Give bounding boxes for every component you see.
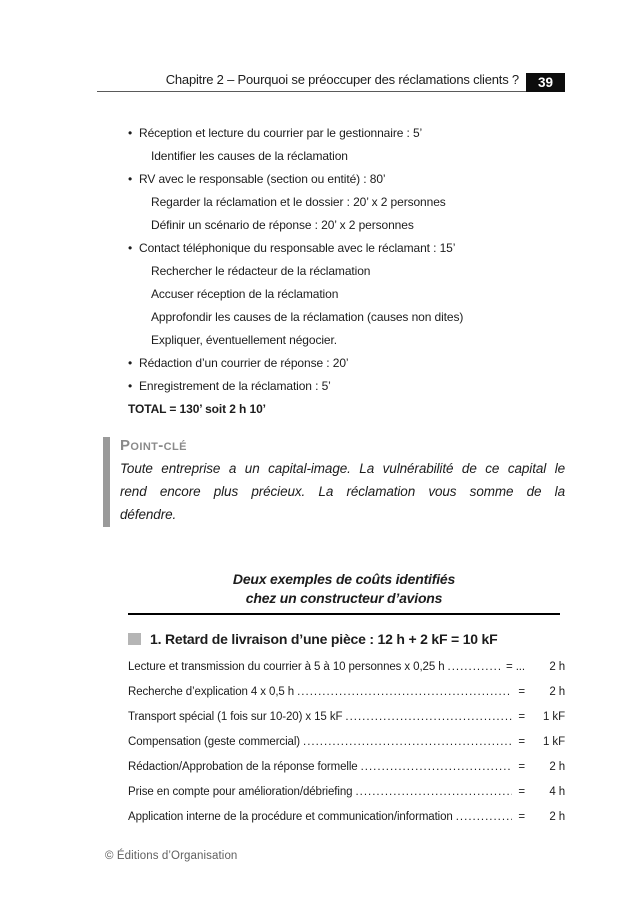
list-item-text: Identifier les causes de la réclamation [151, 149, 348, 163]
cost-row [128, 680, 565, 705]
equals-sign: = [518, 686, 525, 698]
list-item-text: Regarder la réclamation et le dossier : 20’ x 2 personnes [151, 195, 446, 209]
list-item-text: Accuser réception de la réclamation [151, 287, 339, 301]
list-subitem [128, 260, 565, 283]
dotted-leader [355, 780, 512, 805]
dotted-leader [361, 755, 513, 780]
list-item-text: Enregistrement de la réclamation : 5’ [139, 379, 331, 393]
list-item-text: Réception et lecture du courrier par le gestionnaire : 5’ [139, 126, 423, 140]
list-subitem [128, 145, 565, 168]
cost-row [128, 655, 565, 680]
list-item [128, 352, 565, 375]
key-point-text: Toute entreprise a un capital-image. La vulnérabilité de ce capital le rend encore plus précieux. La réclamation vous somme de la défendre. [120, 461, 565, 522]
key-point-callout [103, 437, 565, 527]
copyright-notice: © Éditions d’Organisation [105, 850, 238, 862]
subsection-header [128, 631, 565, 647]
list-subitem [128, 191, 565, 214]
list-item-text: Rédaction d’un courrier de réponse : 20’ [139, 356, 349, 370]
page-number-badge: 39 [526, 73, 565, 92]
cost-label: Rédaction/Approbation de la réponse formelle [128, 761, 358, 773]
example-heading-line1: Deux exemples de coûts identifiés [232, 571, 456, 587]
cost-row [128, 730, 565, 755]
cost-label: Compensation (geste commercial) [128, 736, 301, 748]
subsection-title: 1. Retard de livraison d’une pièce : 12 h + 2 kF = 10 kF [150, 631, 498, 647]
dotted-leader [297, 680, 512, 705]
cost-label: Transport spécial (1 fois sur 10-20) x 15 kF [128, 711, 343, 723]
equals-sign: = [518, 761, 525, 773]
list-item [128, 122, 565, 145]
dotted-leader [456, 805, 513, 830]
cost-label: Lecture et transmission du courrier à 5 à 10 personnes x 0,25 h [128, 661, 445, 673]
cost-label: Recherche d’explication 4 x 0,5 h [128, 686, 295, 698]
dotted-leader [303, 730, 512, 755]
cost-table [128, 655, 565, 830]
cost-label: Prise en compte pour amélioration/débriefing [128, 786, 353, 798]
list-item-text: Approfondir les causes de la réclamation (causes non dites) [151, 310, 464, 324]
cost-label: Application interne de la procédure et communication/information [128, 811, 453, 823]
list-item-text: Contact téléphonique du responsable avec le réclamant : 15’ [139, 241, 456, 255]
cost-value: 2 h [549, 661, 565, 673]
list-subitem [128, 214, 565, 237]
cost-row [128, 805, 565, 830]
cost-value: 2 h [549, 686, 565, 698]
cost-value: 2 h [549, 811, 565, 823]
example-heading-line2: chez un constructeur d’avions [245, 590, 443, 606]
equals-sign: = [518, 786, 525, 798]
list-item-text: RV avec le responsable (section ou entité) : 80’ [139, 172, 386, 186]
page-header [97, 72, 565, 92]
equals-sign: = ... [506, 661, 525, 673]
total-line: TOTAL = 130’ soit 2 h 10’ [128, 402, 266, 416]
list-item [128, 168, 565, 191]
square-bullet-icon [128, 633, 141, 645]
cost-value: 4 h [549, 786, 565, 798]
equals-sign: = [518, 711, 525, 723]
process-list [128, 122, 565, 421]
dotted-leader [345, 705, 512, 730]
key-point-heading: Point-clé [120, 437, 187, 454]
example-section-heading [128, 570, 560, 615]
equals-sign: = [518, 811, 525, 823]
list-item-text: Expliquer, éventuellement négocier. [151, 333, 337, 347]
cost-value: 2 h [549, 761, 565, 773]
list-item [128, 375, 565, 398]
list-item [128, 237, 565, 260]
cost-row [128, 705, 565, 730]
cost-row [128, 755, 565, 780]
list-subitem [128, 329, 565, 352]
list-subitem [128, 283, 565, 306]
list-subitem [128, 306, 565, 329]
chapter-title: Chapitre 2 – Pourquoi se préoccuper des réclamations clients ? [165, 72, 519, 87]
list-item-text: Rechercher le rédacteur de la réclamation [151, 264, 371, 278]
cost-value: 1 kF [543, 711, 565, 723]
dotted-leader [448, 655, 500, 680]
cost-row [128, 780, 565, 805]
cost-value: 1 kF [543, 736, 565, 748]
list-item-text: Définir un scénario de réponse : 20’ x 2 personnes [151, 218, 414, 232]
equals-sign: = [518, 736, 525, 748]
